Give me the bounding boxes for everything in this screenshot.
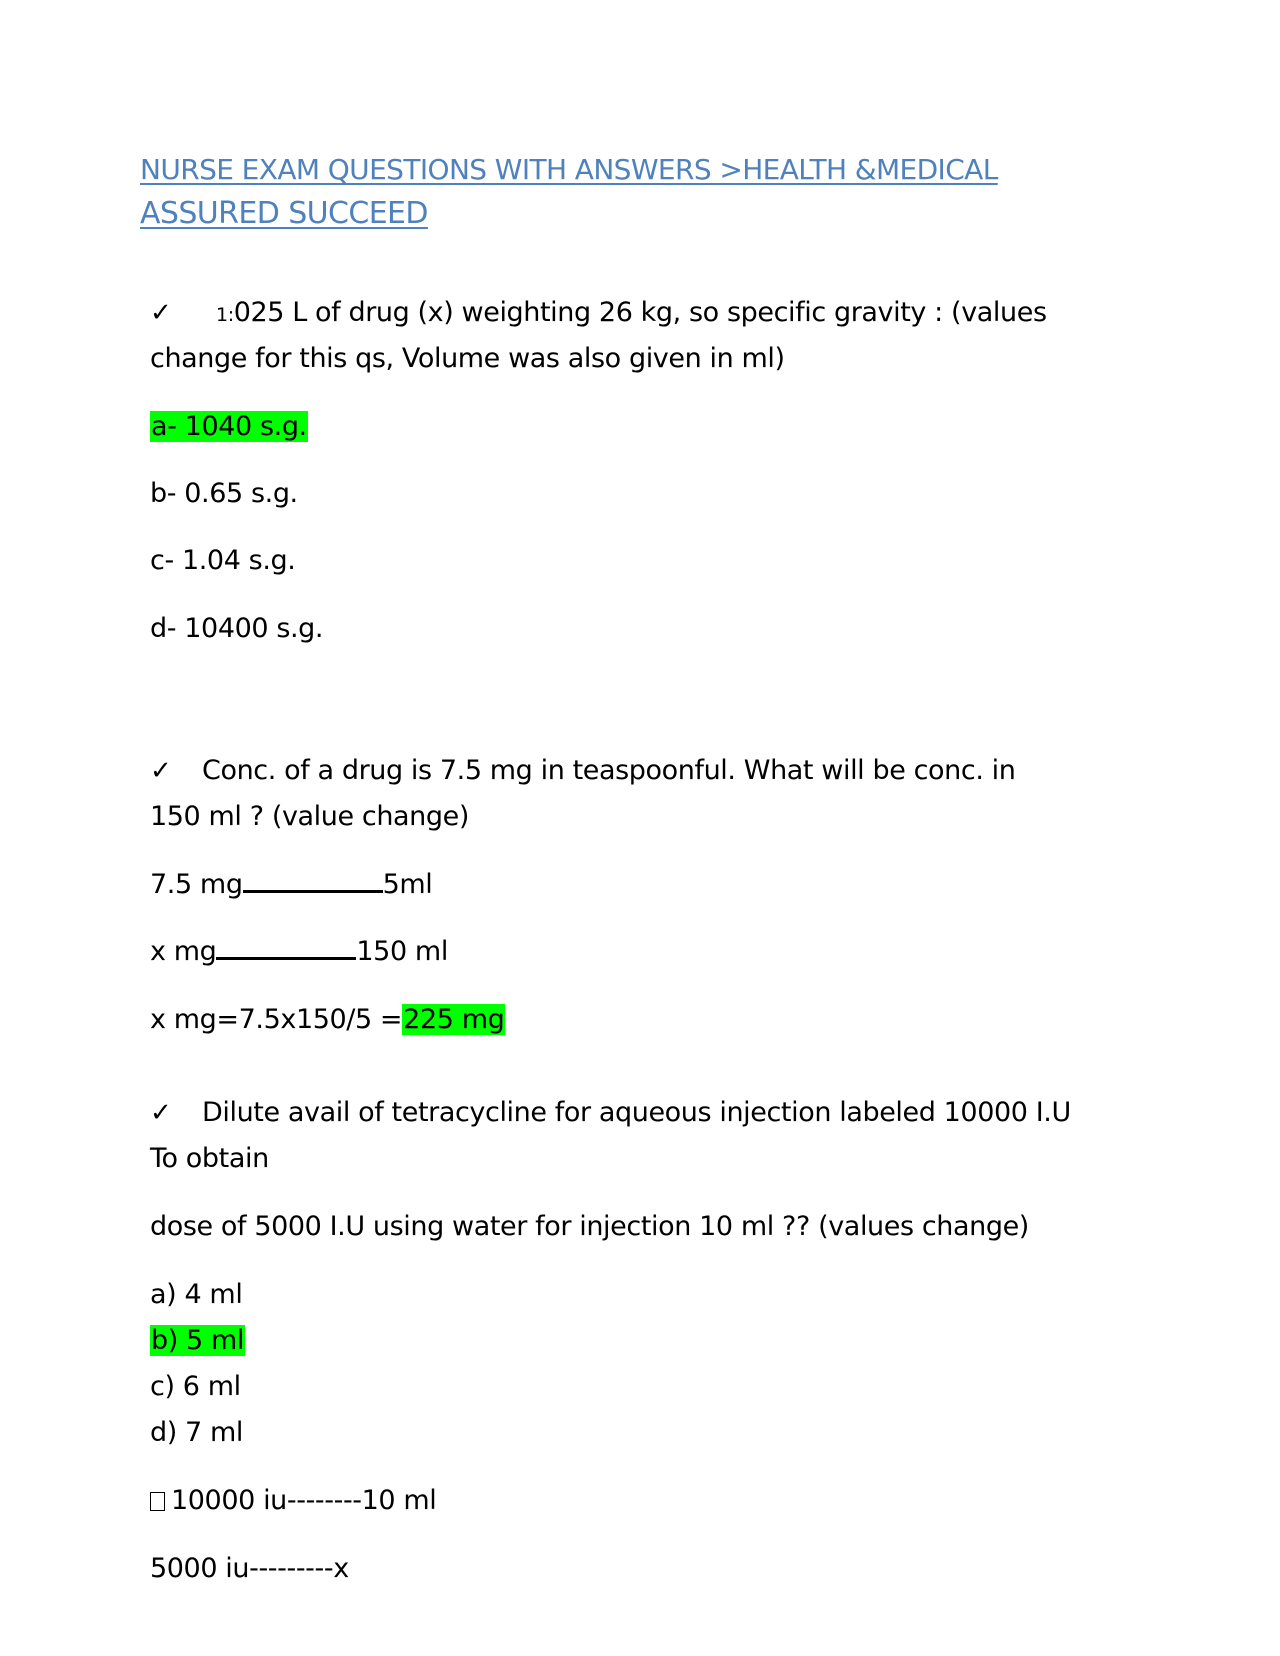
question-2-work-row-2 — [150, 929, 448, 975]
answer-highlight: 225 mg — [403, 1004, 505, 1035]
work-row-3-prefix: x mg=7.5x150/5 = — [150, 1004, 403, 1035]
question-1-option-b: b- 0.65 s.g. — [150, 478, 298, 509]
question-1-line-1 — [150, 290, 1047, 338]
question-3-line-3: dose of 5000 I.U using water for injection 10 ml ?? (values change) — [150, 1211, 1029, 1242]
question-3-line-1 — [150, 1090, 1071, 1136]
question-1-number: 1: — [216, 304, 234, 326]
check-mark-icon: ✓ — [150, 298, 172, 328]
question-3-text-1: Dilute avail of tetracycline for aqueous injection labeled 10000 I.U — [202, 1097, 1071, 1128]
question-3-option-a: a) 4 ml — [150, 1279, 243, 1310]
question-2-line-1 — [150, 748, 1016, 794]
question-1-option-d: d- 10400 s.g. — [150, 613, 324, 644]
answer-highlight: b) 5 ml — [151, 1325, 245, 1356]
check-mark-icon: ✓ — [150, 756, 172, 786]
blank-line — [216, 957, 356, 960]
question-1-line-2: change for this qs, Volume was also given in ml) — [150, 343, 785, 374]
question-3-line-2: To obtain — [150, 1143, 269, 1174]
question-2-line-2: 150 ml ? (value change) — [150, 801, 469, 832]
question-3-option-c: c) 6 ml — [150, 1371, 241, 1402]
question-1-option-a — [150, 404, 308, 450]
question-2-work-row-3 — [150, 997, 505, 1043]
question-3-option-d: d) 7 ml — [150, 1417, 244, 1448]
answer-highlight: a- 1040 s.g. — [151, 411, 307, 442]
question-3-option-b — [150, 1318, 245, 1364]
work-row-1-right: 5ml — [382, 869, 433, 900]
question-2-work-row-1 — [150, 862, 432, 908]
work-row-1: 10000 iu--------10 ml — [171, 1485, 437, 1516]
question-1-option-c: c- 1.04 s.g. — [150, 545, 296, 576]
question-2-text-1: Conc. of a drug is 7.5 mg in teaspoonful. What will be conc. in — [202, 755, 1016, 786]
work-row-1-left: 7.5 mg — [150, 869, 243, 900]
document-title — [140, 148, 1140, 236]
work-row-2-right: 150 ml — [356, 936, 448, 967]
blank-line — [243, 890, 383, 893]
question-3-work-row-2: 5000 iu---------x — [150, 1553, 349, 1584]
check-mark-icon: ✓ — [150, 1098, 172, 1128]
question-1-text-1: 025 L of drug (x) weighting 26 kg, so specific gravity : (values — [233, 297, 1047, 328]
question-3-work-row-1 — [150, 1478, 436, 1524]
title-line-1: NURSE EXAM QUESTIONS WITH ANSWERS >HEALTH &MEDICAL — [140, 153, 998, 186]
missing-glyph-box-icon — [150, 1492, 165, 1511]
title-line-2: ASSURED SUCCEED — [140, 196, 428, 231]
work-row-2-left: x mg — [150, 936, 217, 967]
